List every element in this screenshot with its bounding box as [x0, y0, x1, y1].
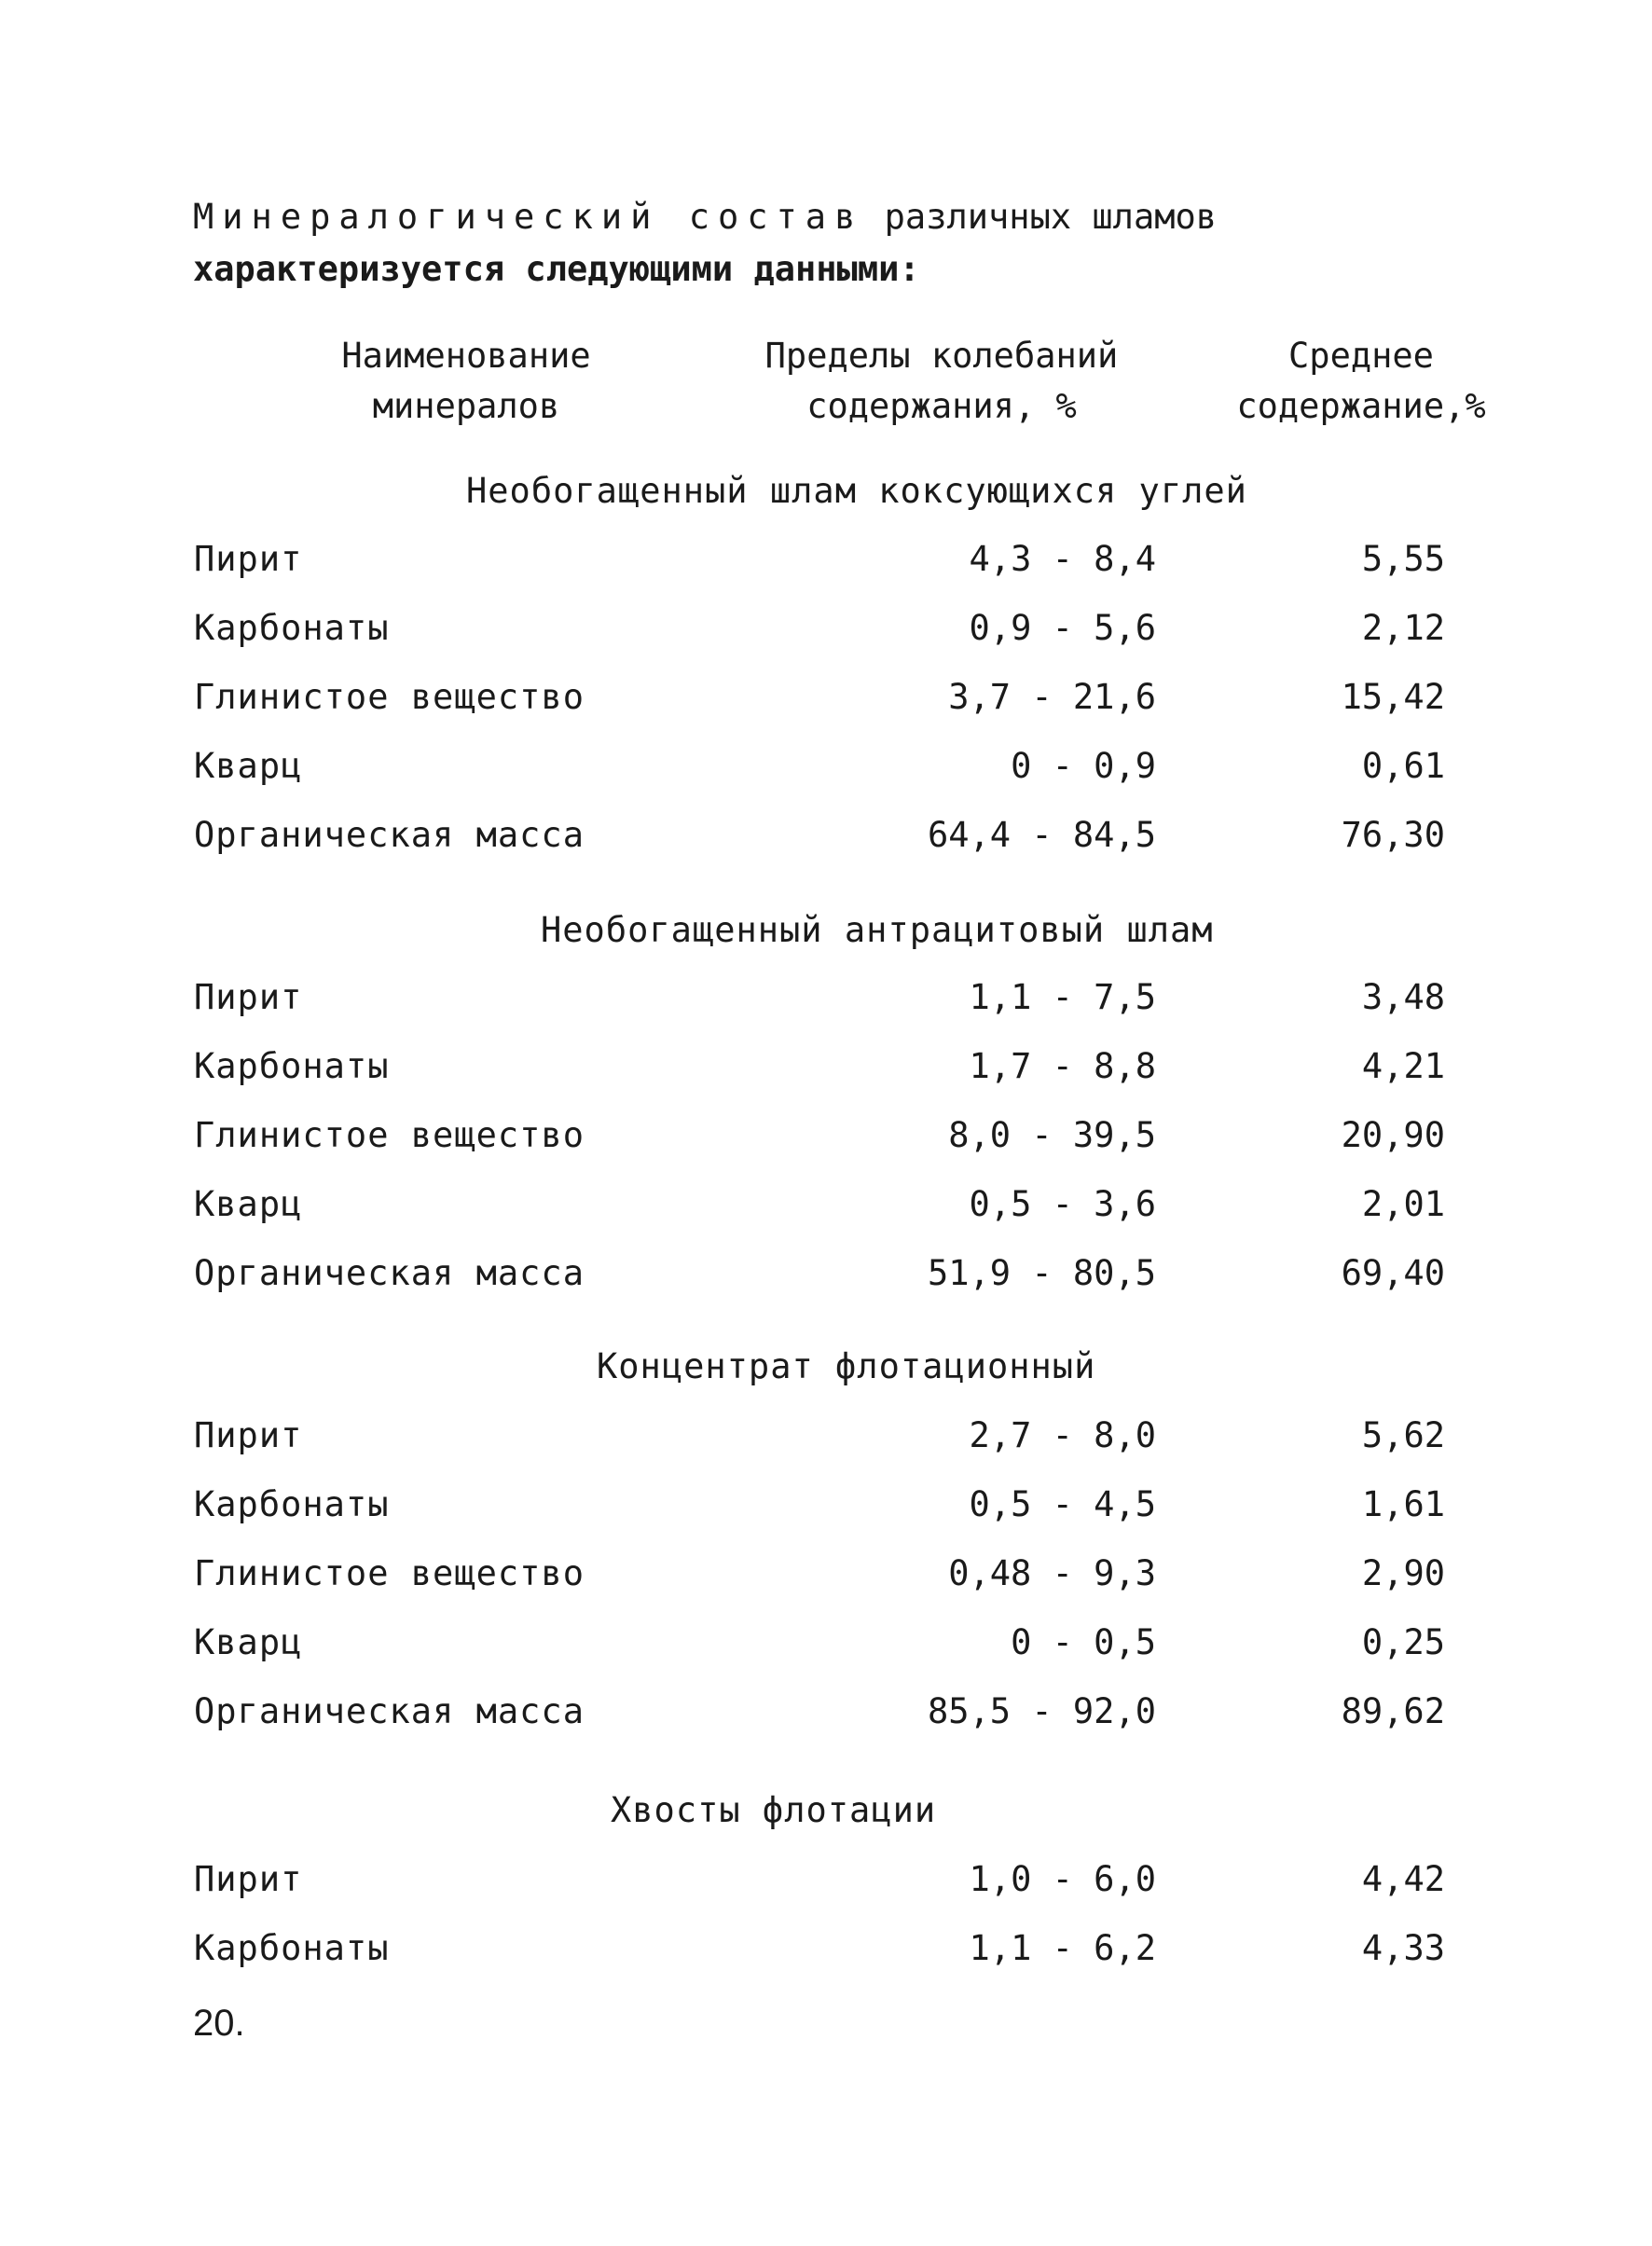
mineral-name: Глинистое вещество	[194, 1553, 585, 1593]
average-value: 4,21	[1361, 1046, 1445, 1086]
range-value: 4,3 - 8,4	[969, 539, 1156, 579]
table-row	[0, 1253, 1652, 1305]
table-row	[0, 1115, 1652, 1167]
average-value: 4,33	[1361, 1928, 1445, 1968]
column-header-name	[280, 331, 653, 432]
table-row	[0, 539, 1652, 591]
table-row	[0, 746, 1652, 798]
table-row	[0, 1859, 1652, 1911]
intro-rest-line1: различных шламов	[884, 197, 1218, 237]
range-value: 1,0 - 6,0	[969, 1859, 1156, 1899]
intro-paragraph	[193, 191, 1498, 296]
range-value: 51,9 - 80,5	[927, 1253, 1156, 1293]
range-value: 2,7 - 8,0	[969, 1415, 1156, 1455]
intro-spaced-words: Минералогический состав	[193, 197, 864, 237]
column-header-name-line2: минералов	[372, 386, 560, 426]
mineral-name: Карбонаты	[194, 1484, 390, 1524]
average-value: 0,25	[1361, 1622, 1445, 1662]
average-value: 89,62	[1341, 1691, 1445, 1731]
mineral-name: Пирит	[194, 539, 303, 579]
mineral-name: Пирит	[194, 1859, 303, 1899]
section-title: Хвосты флотации	[611, 1790, 937, 1830]
average-value: 5,55	[1361, 539, 1445, 579]
column-header-avg-line1: Среднее	[1288, 336, 1434, 376]
table-row	[0, 1553, 1652, 1605]
table-row	[0, 977, 1652, 1029]
range-value: 3,7 - 21,6	[948, 677, 1156, 717]
average-value: 3,48	[1361, 977, 1445, 1017]
average-value: 76,30	[1341, 815, 1445, 855]
mineral-name: Глинистое вещество	[194, 677, 585, 717]
section-title: Необогащенный шлам коксующихся углей	[466, 471, 1247, 511]
average-value: 2,01	[1361, 1184, 1445, 1224]
range-value: 1,7 - 8,8	[969, 1046, 1156, 1086]
range-value: 64,4 - 84,5	[927, 815, 1156, 855]
table-row	[0, 1184, 1652, 1236]
column-header-range-line2: содержания, %	[806, 386, 1077, 426]
average-value: 15,42	[1341, 677, 1445, 717]
table-row	[0, 1415, 1652, 1467]
table-row	[0, 608, 1652, 660]
range-value: 8,0 - 39,5	[948, 1115, 1156, 1155]
range-value: 0,48 - 9,3	[948, 1553, 1156, 1593]
table-row	[0, 1484, 1652, 1536]
mineral-name: Органическая масса	[194, 1691, 585, 1731]
average-value: 0,61	[1361, 746, 1445, 786]
average-value: 4,42	[1361, 1859, 1445, 1899]
average-value: 20,90	[1341, 1115, 1445, 1155]
column-header-range	[718, 331, 1165, 432]
range-value: 0,5 - 4,5	[969, 1484, 1156, 1524]
column-header-name-line1: Наименование	[341, 336, 591, 376]
average-value: 69,40	[1341, 1253, 1445, 1293]
mineral-name: Карбонаты	[194, 1928, 390, 1968]
mineral-name: Карбонаты	[194, 1046, 390, 1086]
intro-line2: характеризуется следующими данными:	[193, 249, 920, 289]
range-value: 85,5 - 92,0	[927, 1691, 1156, 1731]
page-number: 20.	[193, 2003, 245, 2044]
mineral-name: Глинистое вещество	[194, 1115, 585, 1155]
mineral-name: Органическая масса	[194, 1253, 585, 1293]
average-value: 2,90	[1361, 1553, 1445, 1593]
column-header-avg	[1184, 331, 1538, 432]
mineral-name: Органическая масса	[194, 815, 585, 855]
column-header-avg-line2: содержание,%	[1236, 386, 1486, 426]
section-title: Концентрат флотационный	[597, 1346, 1096, 1386]
range-value: 1,1 - 6,2	[969, 1928, 1156, 1968]
table-row	[0, 1046, 1652, 1098]
average-value: 1,61	[1361, 1484, 1445, 1524]
mineral-name: Кварц	[194, 746, 303, 786]
range-value: 0 - 0,9	[1011, 746, 1156, 786]
range-value: 0 - 0,5	[1011, 1622, 1156, 1662]
range-value: 0,5 - 3,6	[969, 1184, 1156, 1224]
mineral-name: Кварц	[194, 1622, 303, 1662]
table-row	[0, 1691, 1652, 1743]
table-row	[0, 815, 1652, 867]
average-value: 2,12	[1361, 608, 1445, 648]
mineral-name: Кварц	[194, 1184, 303, 1224]
table-row	[0, 677, 1652, 729]
range-value: 1,1 - 7,5	[969, 977, 1156, 1017]
section-title: Необогащенный антрацитовый шлам	[541, 910, 1214, 950]
average-value: 5,62	[1361, 1415, 1445, 1455]
mineral-name: Карбонаты	[194, 608, 390, 648]
mineral-name: Пирит	[194, 977, 303, 1017]
range-value: 0,9 - 5,6	[969, 608, 1156, 648]
mineral-name: Пирит	[194, 1415, 303, 1455]
table-row	[0, 1928, 1652, 1980]
column-header-range-line1: Пределы колебаний	[764, 336, 1119, 376]
table-row	[0, 1622, 1652, 1674]
